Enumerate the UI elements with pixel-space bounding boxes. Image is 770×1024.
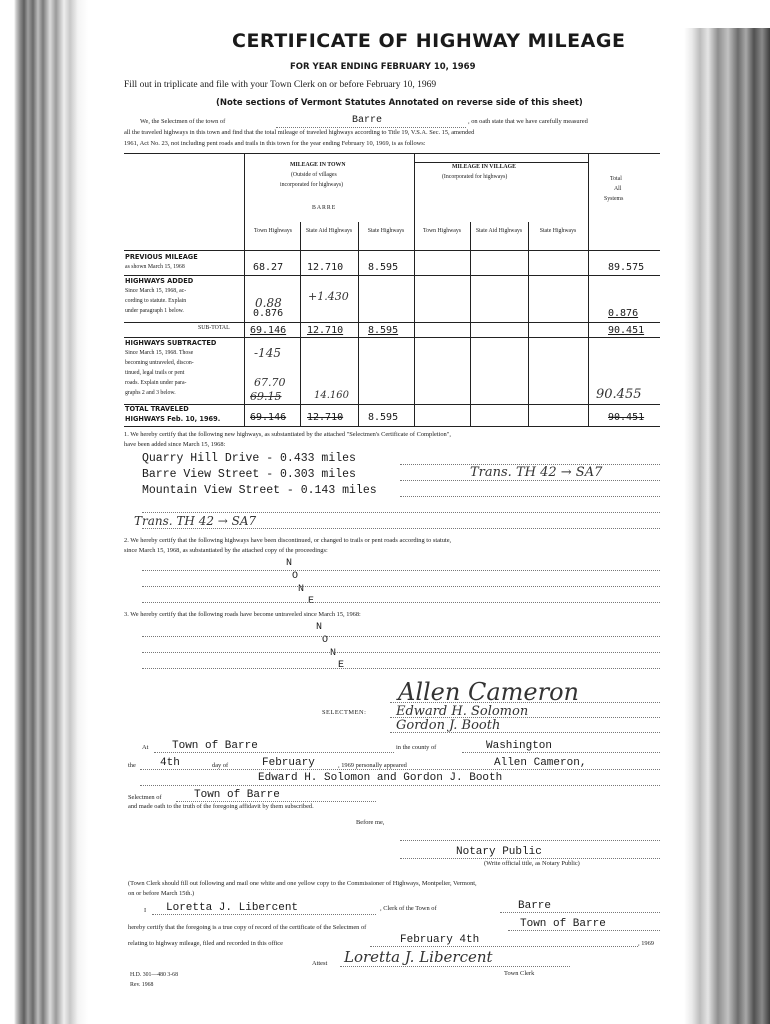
row-added-l1: HIGHWAYS ADDED bbox=[125, 277, 194, 285]
para2-text1: 2. We hereby certify that the following highways have been discontinued, or changed to trails or pent roads according to statute, bbox=[124, 537, 452, 544]
rule-subtotal bbox=[124, 337, 660, 338]
row-total-l2: HIGHWAYS Feb. 10, 1969. bbox=[125, 415, 221, 423]
oath-county-label: in the county of bbox=[396, 744, 437, 751]
col-divider bbox=[414, 153, 415, 426]
rule-subtracted bbox=[124, 404, 660, 405]
intro-suffix: , on oath state that we have carefully measured bbox=[468, 118, 588, 125]
subtr-total-hw: 90.455 bbox=[596, 387, 642, 402]
group-town-l3: incorporated for highways) bbox=[280, 182, 344, 188]
signature-3: Gordon J. Booth bbox=[396, 718, 501, 733]
para3-text1: 3. We hereby certify that the following roads have become untraveled since March 15, 1968: bbox=[124, 611, 361, 618]
intro-town-line bbox=[276, 127, 466, 128]
col-vstateaid: State Aid Highways bbox=[475, 228, 523, 234]
oath-line bbox=[140, 769, 660, 770]
total-town: 69.146 bbox=[250, 412, 287, 423]
instruction: Fill out in triplicate and file with your Town Clerk on or before February 10, 1969 bbox=[124, 80, 437, 90]
oath-the: the bbox=[128, 762, 136, 769]
col-divider bbox=[244, 153, 245, 426]
clerk-name-line bbox=[152, 914, 376, 915]
total-l1: Total bbox=[610, 176, 622, 182]
table-top-rule bbox=[124, 153, 660, 154]
clerk-attest-line bbox=[340, 966, 570, 967]
oath-place-line bbox=[154, 752, 394, 753]
col-stateaid: State Aid Highways bbox=[305, 228, 353, 234]
signature-line bbox=[390, 717, 660, 718]
oath-county: Washington bbox=[486, 740, 553, 752]
added-total: 0.876 bbox=[608, 308, 639, 319]
col-divider bbox=[470, 222, 471, 426]
sub-stateaid: 12.710 bbox=[307, 325, 344, 336]
rule-total bbox=[124, 426, 660, 427]
sub-state: 8.595 bbox=[368, 325, 399, 336]
blank-line bbox=[142, 528, 660, 529]
intro-line2: all the traveled highways in this town and find that the total mileage of traveled highways according to Title 19, V.S.A. Sec. 15, amended bbox=[124, 129, 475, 136]
road-item: Mountain View Street - 0.143 miles bbox=[142, 484, 377, 497]
row-prev-l2: as shown March 15, 1968 bbox=[125, 264, 185, 270]
para1-handwritten-note-2: Trans. TH 42 → SA7 bbox=[134, 514, 257, 528]
oath-line-text: and made oath to the truth of the foregoing affidavit by them subscribed. bbox=[128, 803, 314, 810]
blank-line bbox=[142, 512, 660, 513]
clerk-filed-line bbox=[370, 946, 638, 947]
para3-none-letter: N bbox=[330, 648, 337, 659]
group-town-l1: MILEAGE IN TOWN bbox=[290, 162, 346, 168]
notary-title: Notary Public bbox=[456, 846, 542, 858]
subtr-stateaid-hw: 14.160 bbox=[314, 390, 349, 401]
prev-stateaid: 12.710 bbox=[307, 262, 344, 273]
row-sub-l4: tinued, legal trails or pent bbox=[125, 370, 185, 376]
col-town: Town Highways bbox=[253, 228, 293, 234]
para3-none-letter: E bbox=[338, 660, 345, 671]
road-line bbox=[400, 480, 660, 481]
row-sub-l3: becoming untraveled, discon- bbox=[125, 360, 194, 366]
col-vstate: State Highways bbox=[539, 228, 577, 234]
clerk-town-clerk: Town Clerk bbox=[504, 970, 535, 977]
prev-total: 89.575 bbox=[608, 262, 645, 273]
rule-added bbox=[124, 322, 660, 323]
para1-text2: have been added since March 15, 1968: bbox=[124, 441, 226, 448]
para2-text2: since March 15, 1968, as substantiated by the attached copy of the proceedings: bbox=[124, 547, 328, 554]
subtr-town-hw3: 69.15 bbox=[250, 390, 282, 403]
clerk-attest: Attest bbox=[312, 960, 328, 967]
statutes-note: (Note sections of Vermont Statutes Annotated on reverse side of this sheet) bbox=[216, 98, 583, 108]
para3-none-letter: O bbox=[322, 635, 329, 646]
scan-edge-right bbox=[684, 28, 770, 1024]
signature-line bbox=[390, 702, 660, 703]
scan-edge-left bbox=[0, 0, 88, 1024]
subtr-town-hw1: -145 bbox=[254, 346, 281, 360]
total-total: 90.451 bbox=[608, 412, 645, 423]
oath-line bbox=[140, 785, 660, 786]
row-sub-l2: Since March 15, 1968. Those bbox=[125, 350, 194, 356]
clerk-year: , 1969 bbox=[638, 940, 654, 947]
para2-none-letter: N bbox=[286, 558, 293, 569]
group-town-l2: (Outside of villages bbox=[291, 172, 337, 178]
intro-line3: 1961, Act No. 23, not including pent roads and trails in this town for the year ending February 10, 1969, is as follows: bbox=[124, 140, 426, 147]
clerk-town-line bbox=[500, 912, 660, 913]
oath-town-line bbox=[176, 801, 376, 802]
oath-town-of: Town of Barre bbox=[194, 789, 280, 801]
oath-selectmen-of: Selectmen of bbox=[128, 794, 162, 801]
rule-prev bbox=[124, 275, 660, 276]
clerk-certify-town: Town of Barre bbox=[520, 918, 606, 930]
table-header-rule bbox=[124, 250, 660, 251]
clerk-certify-line bbox=[508, 930, 660, 931]
document-title: CERTIFICATE OF HIGHWAY MILEAGE bbox=[232, 30, 626, 52]
oath-place: Town of Barre bbox=[172, 740, 258, 752]
row-prev-l1: PREVIOUS MILEAGE bbox=[125, 253, 198, 261]
row-added-l2: Since March 15, 1968, ac- bbox=[125, 288, 187, 294]
total-stateaid: 12.710 bbox=[307, 412, 344, 423]
clerk-of-town: , Clerk of the Town of bbox=[380, 905, 437, 912]
clerk-certify: hereby certify that the foregoing is a true copy of record of the certificate of the Selectmen of bbox=[128, 924, 367, 931]
total-state: 8.595 bbox=[368, 412, 399, 423]
road-line bbox=[400, 496, 660, 497]
road-item: Quarry Hill Drive - 0.433 miles bbox=[142, 452, 356, 465]
intro-town: Barre bbox=[352, 115, 383, 126]
oath-day-of: day of bbox=[212, 762, 229, 769]
clerk-relating: relating to highway mileage, filed and recorded in this office bbox=[128, 940, 283, 947]
oath-county-line bbox=[462, 752, 660, 753]
notary-line bbox=[400, 858, 660, 859]
clerk-note-2: on or before March 15th.) bbox=[128, 890, 195, 897]
row-sub-l1: HIGHWAYS SUBTRACTED bbox=[125, 339, 217, 347]
col-vtown: Town Highways bbox=[422, 228, 462, 234]
para1-handwritten-note: Trans. TH 42 → SA7 bbox=[470, 465, 603, 480]
oath-names2: Edward H. Solomon and Gordon J. Booth bbox=[258, 772, 503, 784]
para2-none-letter: N bbox=[298, 584, 305, 595]
oath-name1: Allen Cameron, bbox=[494, 757, 587, 769]
group-village-l2: (Incorporated for highways) bbox=[442, 174, 508, 180]
blank-line bbox=[142, 652, 660, 653]
row-subtotal: SUB-TOTAL bbox=[198, 325, 230, 331]
blank-line bbox=[142, 668, 660, 669]
para3-none-letter: N bbox=[316, 622, 323, 633]
total-l3: Systems bbox=[604, 196, 624, 202]
oath-before-me: Before me, bbox=[356, 819, 385, 826]
prev-town: 68.27 bbox=[253, 262, 284, 273]
for-year: FOR YEAR ENDING FEBRUARY 10, 1969 bbox=[290, 62, 476, 72]
oath-appeared: , 1969 personally appeared bbox=[338, 762, 407, 769]
group-village-l1: MILEAGE IN VILLAGE bbox=[452, 164, 516, 170]
blank-line bbox=[142, 570, 660, 571]
oath-day: 4th bbox=[160, 757, 180, 769]
group-town-name: BARRE bbox=[312, 205, 337, 211]
village-group-rule bbox=[414, 162, 588, 163]
added-town-handwritten: 0.88 bbox=[255, 296, 282, 310]
signature-line bbox=[390, 732, 660, 733]
signature-2: Edward H. Solomon bbox=[396, 704, 529, 719]
col-state: State Highways bbox=[367, 228, 405, 234]
road-item: Barre View Street - 0.303 miles bbox=[142, 468, 356, 481]
clerk-name: Loretta J. Libercent bbox=[166, 902, 299, 914]
blank-line bbox=[142, 636, 660, 637]
notary-blank-line bbox=[400, 840, 660, 841]
col-divider bbox=[358, 222, 359, 426]
oath-month: February bbox=[262, 757, 315, 769]
notary-caption: (Write official title, as Notary Public) bbox=[484, 860, 580, 867]
row-total-l1: TOTAL TRAVELED bbox=[125, 405, 189, 413]
subtr-town-hw2: 67.70 bbox=[254, 376, 286, 389]
sub-total: 90.451 bbox=[608, 325, 645, 336]
form-code-1: H.D. 301—480 3-68 bbox=[130, 972, 178, 978]
sub-town: 69.146 bbox=[250, 325, 287, 336]
signature-1: Allen Cameron bbox=[398, 678, 579, 706]
row-sub-l5: roads. Explain under para- bbox=[125, 380, 187, 386]
para2-none-letter: E bbox=[308, 596, 315, 607]
prev-state: 8.595 bbox=[368, 262, 399, 273]
clerk-i: I bbox=[144, 907, 147, 914]
oath-at: At bbox=[142, 744, 149, 751]
intro-prefix: We, the Selectmen of the town of bbox=[140, 118, 226, 125]
blank-line bbox=[142, 586, 660, 587]
blank-line bbox=[142, 602, 660, 603]
col-divider bbox=[528, 222, 529, 426]
row-sub-l6: graphs 2 and 3 below. bbox=[125, 390, 176, 396]
col-divider bbox=[588, 153, 589, 426]
col-divider bbox=[300, 222, 301, 426]
clerk-filed-date: February 4th bbox=[400, 934, 480, 946]
row-added-l4: under paragraph 1 below. bbox=[125, 308, 184, 314]
total-l2: All bbox=[614, 186, 622, 192]
clerk-note-1: (Town Clerk should fill out following and mail one white and one yellow copy to the Commissioner of Highways, Montpelier, Vermont, bbox=[128, 880, 477, 887]
added-town: 0.876 bbox=[253, 308, 284, 319]
selectmen-label: SELECTMEN: bbox=[322, 709, 367, 716]
clerk-town: Barre bbox=[518, 900, 552, 912]
para2-none-letter: O bbox=[292, 571, 299, 582]
row-added-l3: cording to statute. Explain bbox=[125, 298, 187, 304]
clerk-attest-signature: Loretta J. Libercent bbox=[344, 948, 493, 966]
para1-text1: 1. We hereby certify that the following new highways, as substantiated by the attached "Selectmen's Certificate of Completion", bbox=[124, 431, 451, 438]
added-stateaid-handwritten: +1.430 bbox=[308, 290, 349, 303]
form-code-2: Rev. 1968 bbox=[130, 982, 154, 988]
